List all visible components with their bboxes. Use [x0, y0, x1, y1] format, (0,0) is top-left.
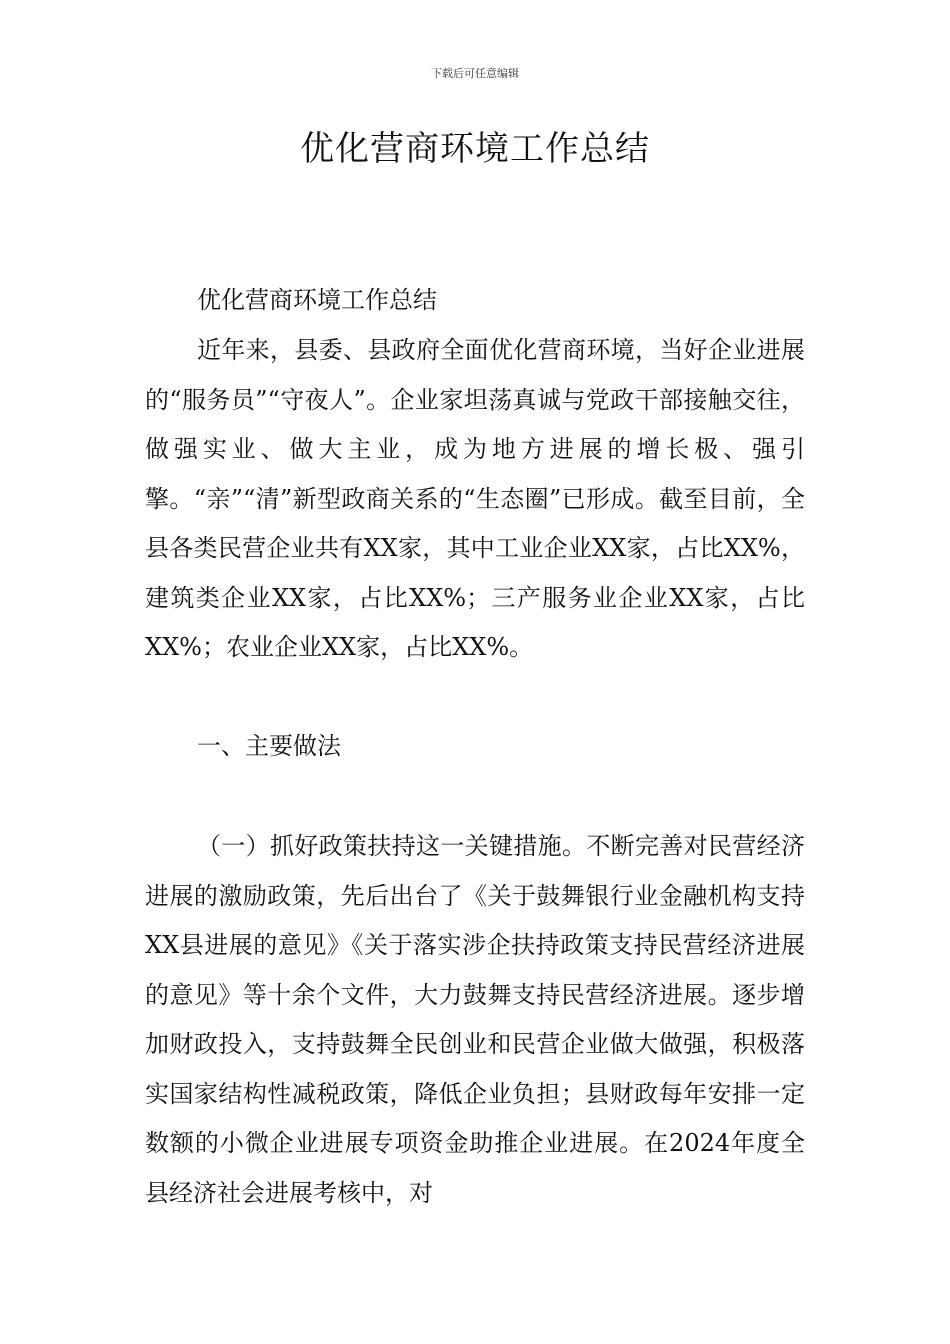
paragraph-intro: 近年来，县委、县政府全面优化营商环境，当好企业进展的“服务员”“守夜人”。企业家坦荡真诚与党政干部接触交往，做强实业、做大主业，成为地方进展的增长极、强引擎。“亲”“清”新型政商关系的“生态圈”已形成。截至目前，全县各类民营企业共有XX家，其中工业企业XX家，占比XX%，建筑类企业XX家，占比XX%；三产服务业企业XX家，占比XX%；农业企业XX家，占比XX%。	[145, 336, 805, 661]
paragraph-policy: （一）抓好政策扶持这一关键措施。不断完善对民营经济进展的激励政策，先后出台了《关于鼓舞银行业金融机构支持XX县进展的意见》《关于落实涉企扶持政策支持民营经济进展的意见》等十余个文件，大力鼓舞支持民营经济进展。逐步增加财政投入，支持鼓舞全民创业和民营企业做大做强，积极落实国家结构性减税政策，降低企业负担；县财政每年安排一定数额的小微企业进展专项资金助推企业进展。在2024年度全县经济社会进展考核中，对	[145, 832, 805, 1207]
document-title: 优化营商环境工作总结	[300, 129, 650, 169]
header-note: 下载后可任意编辑	[431, 67, 519, 80]
document-subtitle: 优化营商环境工作总结	[197, 286, 437, 314]
section-heading: 一、主要做法	[197, 732, 341, 760]
